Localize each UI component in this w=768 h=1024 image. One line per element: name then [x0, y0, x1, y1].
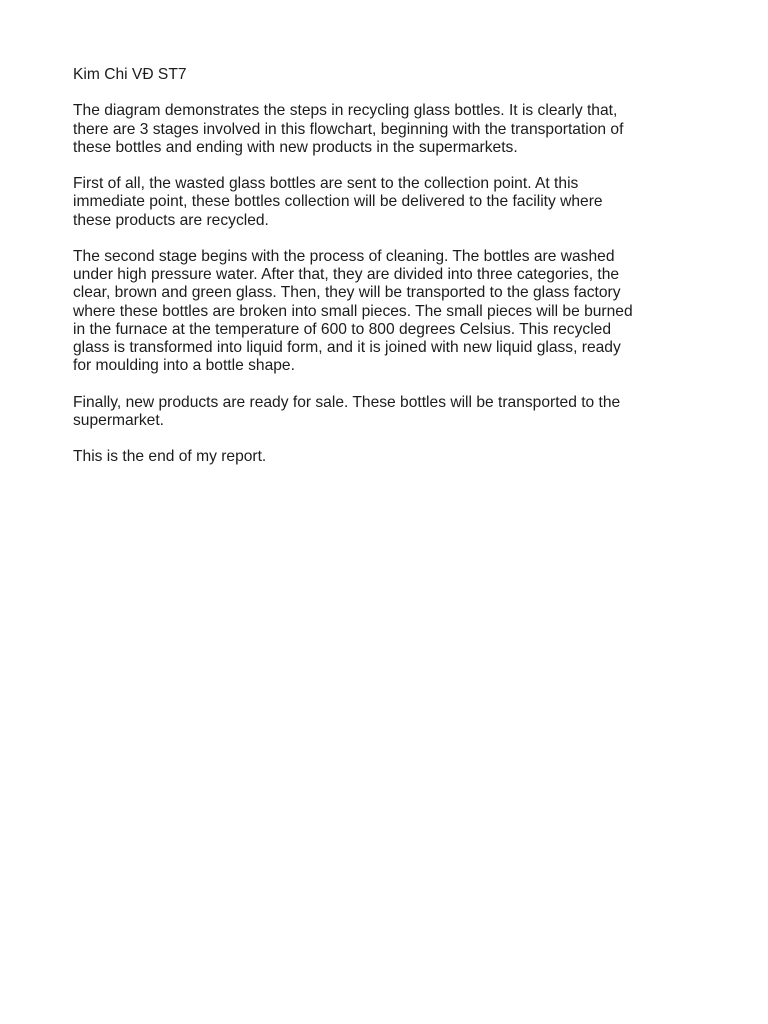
paragraph-introduction: The diagram demonstrates the steps in recycling glass bottles. It is clearly that, there are 3 stages involved in this flowchart, beginning with the transportation of these bottles and ending with new products in the supermarkets.: [73, 102, 624, 156]
document-body: [73, 66, 703, 485]
paragraph-conclusion: This is the end of my report.: [73, 448, 267, 466]
author-line: Kim Chi VĐ ST7: [73, 66, 187, 83]
paragraph-final-stage: Finally, new products are ready for sale. These bottles will be transported to the supermarket.: [73, 393, 621, 429]
paragraph-second-stage: The second stage begins with the process of cleaning. The bottles are washed under high pressure water. After that, they are divided into three categories, the clear, brown and green glass. Then, they will be transported to the glass factory where these bottles are broken into small pieces. The small pieces will be burned in the furnace at the temperature of 600 to 800 degrees Celsius. This recycled glass is transformed into liquid form, and it is joined with new liquid glass, ready for moulding into a bottle shape.: [73, 247, 633, 375]
paragraph-first-stage: First of all, the wasted glass bottles are sent to the collection point. At this immediate point, these bottles collection will be delivered to the facility where these products are recycled.: [73, 175, 603, 229]
